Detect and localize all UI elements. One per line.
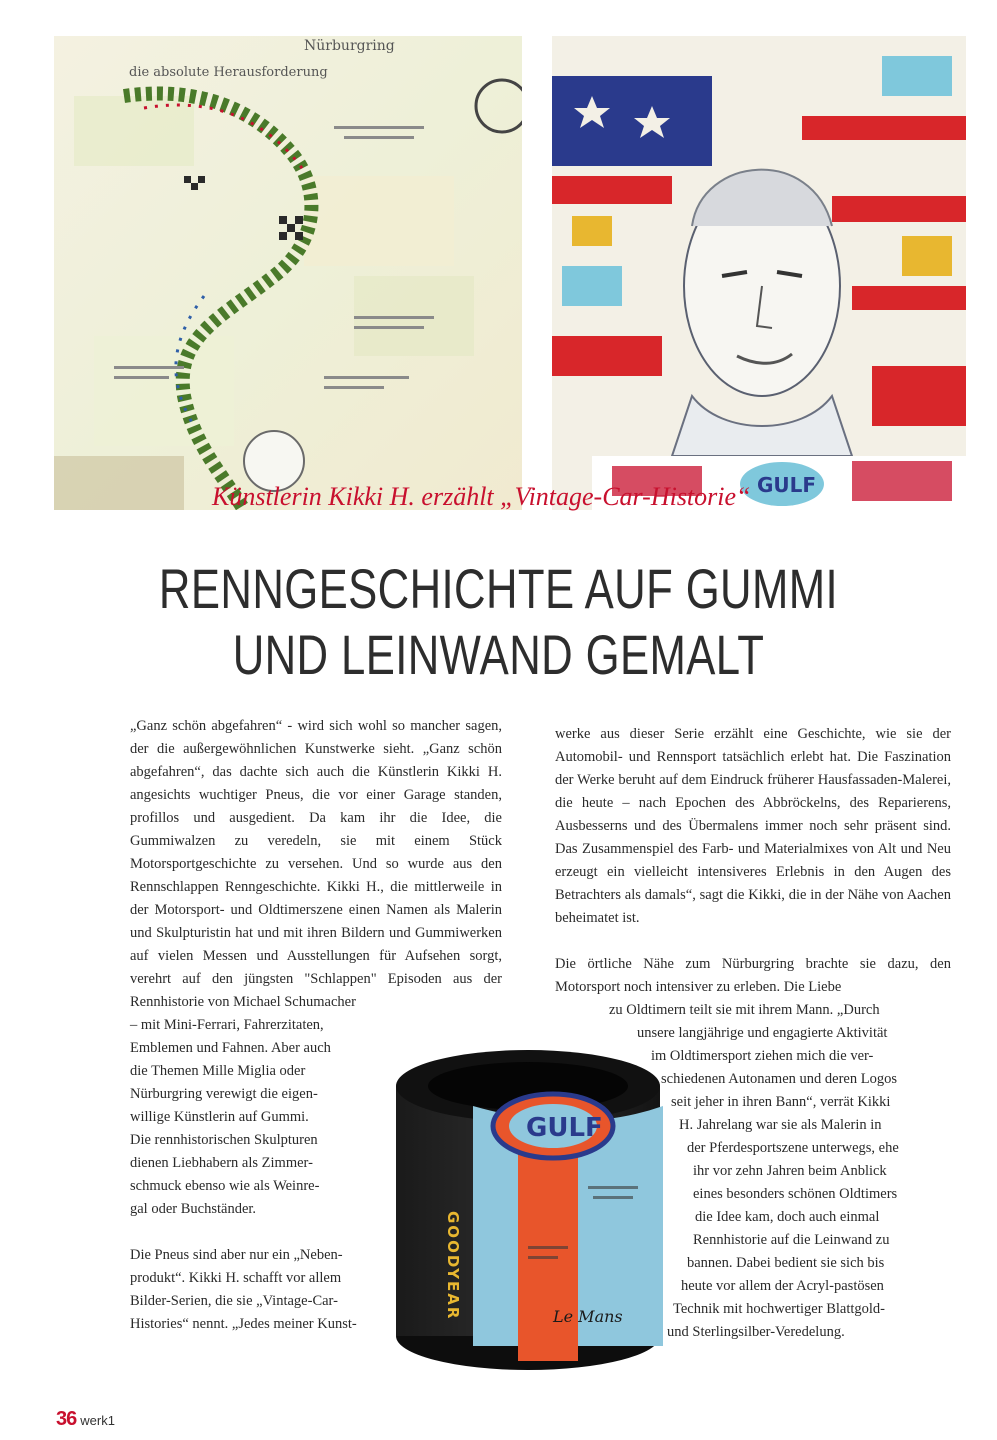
text-line: willige Künstlerin auf Gummi. (130, 1109, 309, 1125)
text-line: H. Jahrelang war sie als Malerin in (679, 1117, 882, 1133)
text-line: eines besonders schönen Oldtimers (693, 1186, 898, 1202)
paragraph-2: werke aus dieser Serie erzählt eine Geschichte, wie sie der Automobil- und Rennsport tatsächlich erlebt hat. Die Faszination der Werke beruht auf dem Eindruck früherer Hausfassaden-Malerei, die heute – nach Epochen des Abbröckelns, des Reparierens, Ausbesserns und des Übermalens immer noch sehr präsent sind. Das Zusammenspiel des Farb- und Materialmixes von Alt und Neu erzeugt ein vielleicht intensiveres Erlebnis in den Augen des Betrachters als damals“, sagt die Kikki, die in der Nähe von Aachen beheimatet ist. (555, 726, 951, 926)
text-line: ihr vor zehn Jahren beim Anblick (693, 1163, 887, 1179)
text-line: Bilder-Serien, die sie „Vintage-Car- (130, 1293, 338, 1309)
tire-text-goodyear: GOODYEAR (444, 1211, 462, 1321)
text-line: dienen Liebhabern als Zimmer- (130, 1155, 313, 1171)
article-headline (0, 556, 997, 688)
painting-text-gulf: GULF (757, 473, 817, 497)
painting-text-nuerburgring: Nürburgring (304, 38, 395, 54)
text-line: Histories“ nennt. „Jedes meiner Kunst- (130, 1316, 357, 1332)
nuerburgring-laurel-painting (54, 36, 522, 510)
text-line: heute vor allem der Acryl-pastösen (681, 1278, 884, 1294)
page-number: 36 (56, 1408, 77, 1430)
text-line: und Sterlingsilber-Veredelung. (667, 1324, 845, 1340)
text-line: die Idee kam, doch auch einmal (695, 1209, 880, 1225)
magazine-name: werk1 (80, 1413, 115, 1428)
article-subtitle: Künstlerin Kikki H. erzählt „Vintage-Car-Historie“ (212, 482, 751, 511)
text-line: Technik mit hochwertiger Blattgold- (673, 1301, 885, 1317)
text-line: gal oder Buchständer. (130, 1201, 257, 1217)
paragraph-1: „Ganz schön abgefahren“ - wird sich wohl so mancher sagen, der die außergewöhnlichen Kunstwerke sieht. „Ganz schön abgefahren“, das dachte sich auch die Künstlerin Kikki H. angesichts wuchtiger Pneus, die vor einer Garage standen, profillos und ausgedient. Da kam ihr die Idee, die Gummiwalzen zu veredeln, sie mit einem Stück Motorsportgeschichte zu versehen. Und so wurde aus den Rennschlappen Renngeschichte. Kikki H., die mittlerweile in der Motorsport- und Oldtimerszene einen Namen als Malerin und Skulpturistin hat und mit ihren Bildern und Gummiwerken auf vielen Messen und Ausstellungen für Aufsehen sorgt, verehrt auf den jüngsten "Schlappen" Episoden aus der Rennhistorie von Michael Schumacher (130, 718, 502, 1010)
text-line: bannen. Dabei bedient sie sich bis (687, 1255, 885, 1271)
text-line: der Pferdesportszene unterwegs, ehe (687, 1140, 899, 1156)
text-line: zu Oldtimern teilt sie mit ihrem Mann. „Durch (609, 1002, 880, 1018)
text-line: im Oldtimersport ziehen mich die ver- (651, 1048, 874, 1064)
paragraph-3-start: Die örtliche Nähe zum Nürburgring brachte sie dazu, den Motorsport noch intensiver zu erleben. Die Liebe (555, 956, 951, 995)
text-line: die Themen Mille Miglia oder (130, 1063, 306, 1079)
text-line: Die Pneus sind aber nur ein „Neben- (130, 1247, 343, 1263)
page-footer (56, 1408, 115, 1431)
tire-text-gulf: GULF (526, 1113, 603, 1143)
text-line: schiedenen Autonamen und deren Logos (661, 1071, 897, 1087)
text-line: Nürburgring verewigt die eigen- (130, 1086, 318, 1102)
painted-gulf-tire (378, 1046, 678, 1378)
tire-text-lemans: Le Mans (553, 1307, 623, 1326)
text-line: schmuck ebenso wie als Weinre- (130, 1178, 320, 1194)
text-line: produkt“. Kikki H. schafft vor allem (130, 1270, 342, 1286)
text-line: unsere langjährige und engagierte Aktivität (637, 1025, 888, 1041)
text-line: – mit Mini-Ferrari, Fahrerzitaten, (130, 1017, 324, 1033)
racing-driver-portrait-painting (552, 36, 966, 510)
text-line: Rennhistorie auf die Leinwand zu (693, 1232, 890, 1248)
text-line: seit jeher in ihren Bann“, verrät Kikki (671, 1094, 891, 1110)
painting-text-herausforderung: die absolute Herausforderung (129, 65, 328, 80)
headline-line-1: RENNGESCHICHTE AUF GUMMI (158, 557, 839, 620)
text-line: Emblemen und Fahnen. Aber auch (130, 1040, 331, 1056)
headline-line-2: UND LEINWAND GEMALT (232, 623, 765, 686)
text-line: Die rennhistorischen Skulpturen (130, 1132, 318, 1148)
